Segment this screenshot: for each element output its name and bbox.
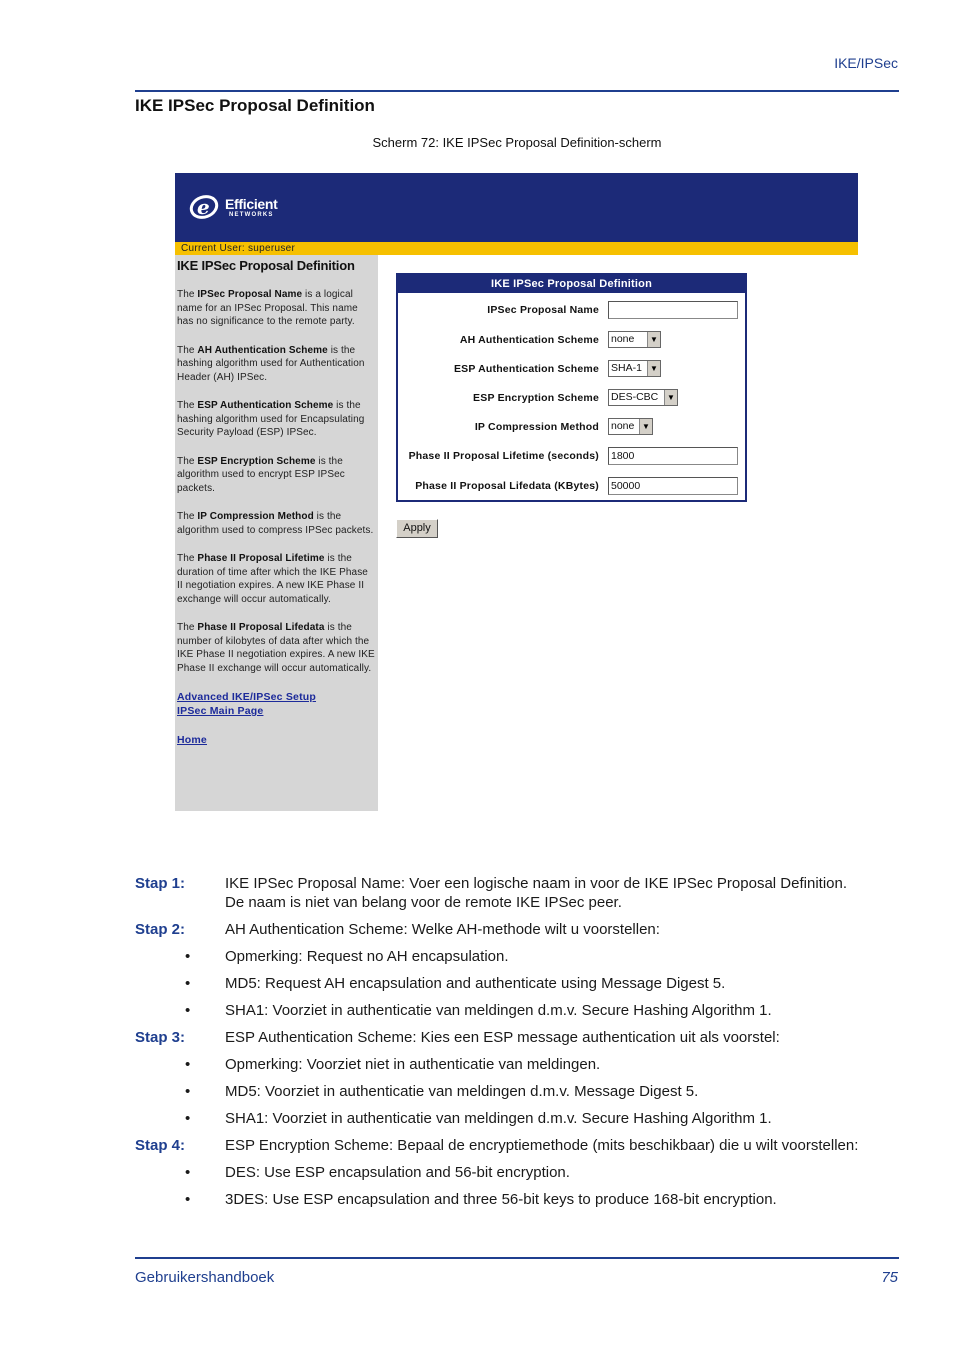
step-text: ESP Encryption Scheme: Bepaal de encryptiemethode (mits beschikbaar) die u wilt voorstellen: [225,1137,859,1154]
step-label: Stap 1: [135,875,186,892]
bullet-item: • Opmerking: Voorziet niet in authenticatie van meldingen. [185,1056,601,1073]
lifedata-label: Phase II Proposal Lifedata (KBytes) [415,480,599,492]
current-user-bar: Current User: superuser [175,242,858,255]
form-row-esp-auth [398,359,745,381]
form-row-lifedata [398,476,745,498]
bullet-item: • Opmerking: Request no AH encapsulation. [185,948,509,965]
bullet-item: • MD5: Voorziet in authenticatie van meldingen d.m.v. Message Digest 5. [185,1083,699,1100]
bullet-icon: • [185,1056,191,1073]
dropdown-arrow-icon: ▼ [647,332,660,347]
footer-title: Gebruikershandboek [135,1269,275,1286]
bullet-icon: • [185,1002,191,1019]
step-list [135,874,915,1217]
step-1 [135,874,915,912]
dropdown-arrow-icon: ▼ [639,419,652,434]
apply-button[interactable]: Apply [396,519,438,538]
form-title: IKE IPSec Proposal Definition [398,275,745,293]
proposal-form [396,273,747,502]
ipsec-main-page-link[interactable]: IPSec Main Page [177,705,264,717]
embedded-screenshot [175,173,858,813]
ah-auth-label: AH Authentication Scheme [459,334,599,346]
bullet-item: • SHA1: Voorziet in authenticatie van meldingen d.m.v. Secure Hashing Algorithm 1. [185,1002,772,1019]
top-rule [135,90,899,92]
step-4 [135,1136,915,1155]
app-header [175,173,858,242]
efficient-networks-logo [189,190,299,226]
lifetime-input[interactable]: 1800 [608,447,738,465]
ip-comp-label: IP Compression Method [474,421,599,433]
help-paragraph: The ESP Authentication Scheme is the hashing algorithm used for Encapsulating Security Payload (ESP) IPSec. [177,400,365,438]
help-paragraph: The Phase II Proposal Lifetime is the duration of time after which the IKE Phase II negotiation expires. A new IKE Phase II exchange will occur automatically. [177,553,368,605]
form-row-ip-comp [398,417,745,439]
step-2 [135,920,915,939]
step-3 [135,1028,915,1047]
bullet-item: • DES: Use ESP encapsulation and 56-bit encryption. [185,1164,570,1181]
bullet-icon: • [185,1083,191,1100]
step-label: Stap 3: [135,1029,186,1046]
step-text: AH Authentication Scheme: Welke AH-methode wilt u voorstellen: [225,921,660,938]
bullet-item: • SHA1: Voorziet in authenticatie van meldingen d.m.v. Secure Hashing Algorithm 1. [185,1110,772,1127]
step-label: Stap 2: [135,921,186,938]
form-row-ah-auth [398,330,745,352]
help-paragraph: The IPSec Proposal Name is a logical name for an IPSec Proposal. This name has no significance to the remote party. [177,289,358,327]
step-text: ESP Authentication Scheme: Kies een ESP message authentication uit als voorstel: [225,1029,780,1046]
ah-auth-select[interactable]: none ▼ [608,331,661,348]
bullet-icon: • [185,1191,191,1208]
bullet-icon: • [185,975,191,992]
help-sidebar [175,255,378,811]
section-title: IKE IPSec Proposal Definition [135,96,375,115]
help-paragraph: The Phase II Proposal Lifedata is the number of kilobytes of data after which the IKE Phase II negotiation expires. A new IKE Phase II exchange will occur automatically. [177,622,375,674]
home-link[interactable]: Home [177,734,207,746]
bullet-icon: • [185,948,191,965]
logo-subtitle: NETWORKS [229,212,274,218]
running-head: IKE/IPSec [834,55,898,71]
page-number: 75 [881,1269,898,1286]
figure-caption: Scherm 72: IKE IPSec Proposal Definition-scherm [372,135,662,150]
bottom-rule [135,1257,899,1259]
form-row-lifetime [398,446,745,468]
lifedata-input[interactable]: 50000 [608,477,738,495]
step-label: Stap 4: [135,1137,186,1154]
help-paragraph: The ESP Encryption Scheme is the algorithm used to encrypt ESP IPSec packets. [177,455,345,494]
lifetime-label: Phase II Proposal Lifetime (seconds) [408,450,599,462]
esp-enc-select[interactable]: DES-CBC ▼ [608,389,678,406]
form-row-esp-enc [398,388,745,410]
svg-text:e: e [197,195,210,219]
dropdown-arrow-icon: ▼ [664,390,677,405]
step-text: IKE IPSec Proposal Name: Voer een logische naam in voor de IKE IPSec Proposal Definition. De naam is niet van belang voor de remote IKE IPSec peer. [225,875,848,911]
bullet-item: • MD5: Request AH encapsulation and authenticate using Message Digest 5. [185,975,726,992]
bullet-icon: • [185,1164,191,1181]
help-paragraph: The AH Authentication Scheme is the hashing algorithm used for Authentication Header (AH) IPSec. [177,344,365,383]
help-paragraph: The IP Compression Method is the algorithm used to compress IPSec packets. [177,511,374,536]
dropdown-arrow-icon: ▼ [647,361,660,376]
form-row-proposal-name [398,300,745,322]
bullet-icon: • [185,1110,191,1127]
advanced-ike-ipsec-setup-link[interactable]: Advanced IKE/IPSec Setup [177,691,317,703]
logo-wordmark: Efficient [225,196,278,212]
logo-e-icon [189,192,219,222]
proposal-name-input[interactable] [608,301,738,319]
sidebar-title: IKE IPSec Proposal Definition [177,258,355,273]
proposal-name-label: IPSec Proposal Name [487,304,599,316]
esp-auth-label: ESP Authentication Scheme [453,363,599,375]
ip-comp-select[interactable]: none ▼ [608,418,653,435]
esp-auth-select[interactable]: SHA-1 ▼ [608,360,661,377]
esp-enc-label: ESP Encryption Scheme [473,392,599,404]
bullet-item: • 3DES: Use ESP encapsulation and three 56-bit keys to produce 168-bit encryption. [185,1191,777,1208]
